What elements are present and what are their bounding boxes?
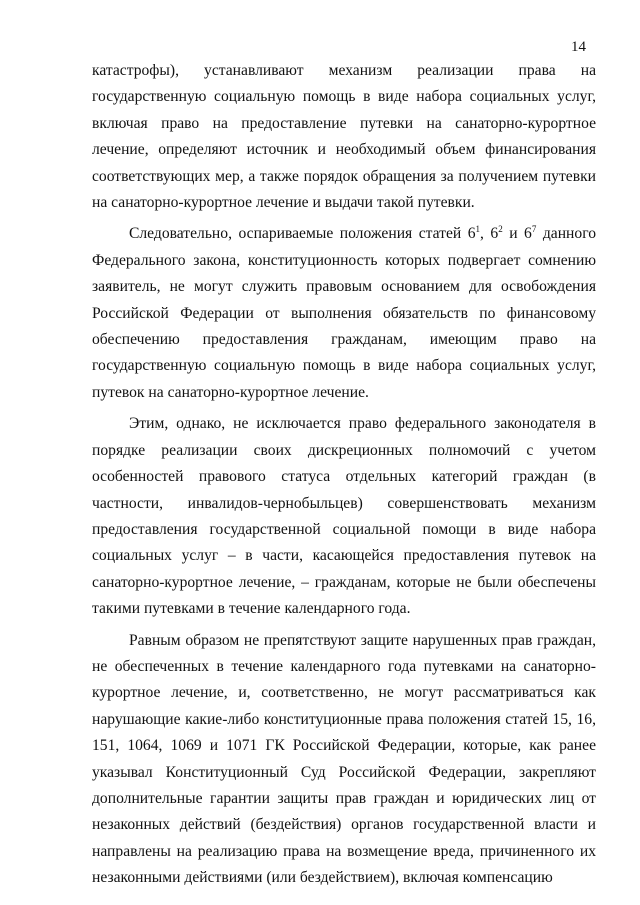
superscript-article-index: 7	[531, 224, 537, 235]
paragraph-text-part: Следовательно, оспариваемые положения статей 6	[129, 225, 476, 243]
paragraph-text-part: и 6	[502, 225, 532, 243]
paragraph-continuation: катастрофы), устанавливают механизм реализации права на государственную социальную помощь в виде набора социальных услуг, включая право на предоставление путевки на санаторно-курортное лечение, определяют источник и необходимый объем финансирования соответствующих мер, а также порядок обращения за получением путевки на санаторно-курортное лечение и выдачи такой путевки.	[92, 62, 596, 212]
superscript-article-index: 1	[475, 224, 481, 235]
page-number: 14	[571, 39, 586, 55]
superscript-article-index: 2	[498, 224, 503, 235]
document-body	[92, 58, 596, 892]
paragraph-contested-provisions	[92, 221, 596, 406]
paragraph-text-part: , 6	[480, 225, 499, 243]
paragraph-text-part: данного Федерального закона, конституционность которых подвергает сомнению заявитель, не могут служить правовым основанием для освобождения Российской Федерации от выполнения обязательств по финансовому обеспечению предоставления гражданам, имеющим право на государственную социальную помощь в виде набора социальных услуг, путевок на санаторно-курортное лечение.	[92, 225, 596, 401]
paragraph-civil-code-guarantees: Равным образом не препятствуют защите нарушенных прав граждан, не обеспеченных в течение календарного года путевками на санаторно-курортное лечение, и, соответственно, не могут рассматриваться как нарушающие какие-либо конституционные права положения статей 15, 16, 151, 1064, 1069 и 1071 ГК Российской Федерации, которые, как ранее указывал Конституционный Суд Российской Федерации, закрепляют дополнительные гарантии защиты прав граждан и юридических лиц от незаконных действий (бездействия) органов государственной власти и направлены на реализацию права на возмещение вреда, причиненного их незаконными действиями (или бездействием), включая компенсацию	[92, 631, 596, 887]
paragraph-legislator-discretion: Этим, однако, не исключается право федерального законодателя в порядке реализации своих дискреционных полномочий с учетом особенностей правового статуса отдельных категорий граждан (в частности, инвалидов-чернобыльцев) совершенствовать механизм предоставления государственной социальной помощи в виде набора социальных услуг – в части, касающейся предоставления путевок на санаторно-курортное лечение, – гражданам, которые не были обеспечены такими путевками в течение календарного года.	[92, 415, 596, 618]
